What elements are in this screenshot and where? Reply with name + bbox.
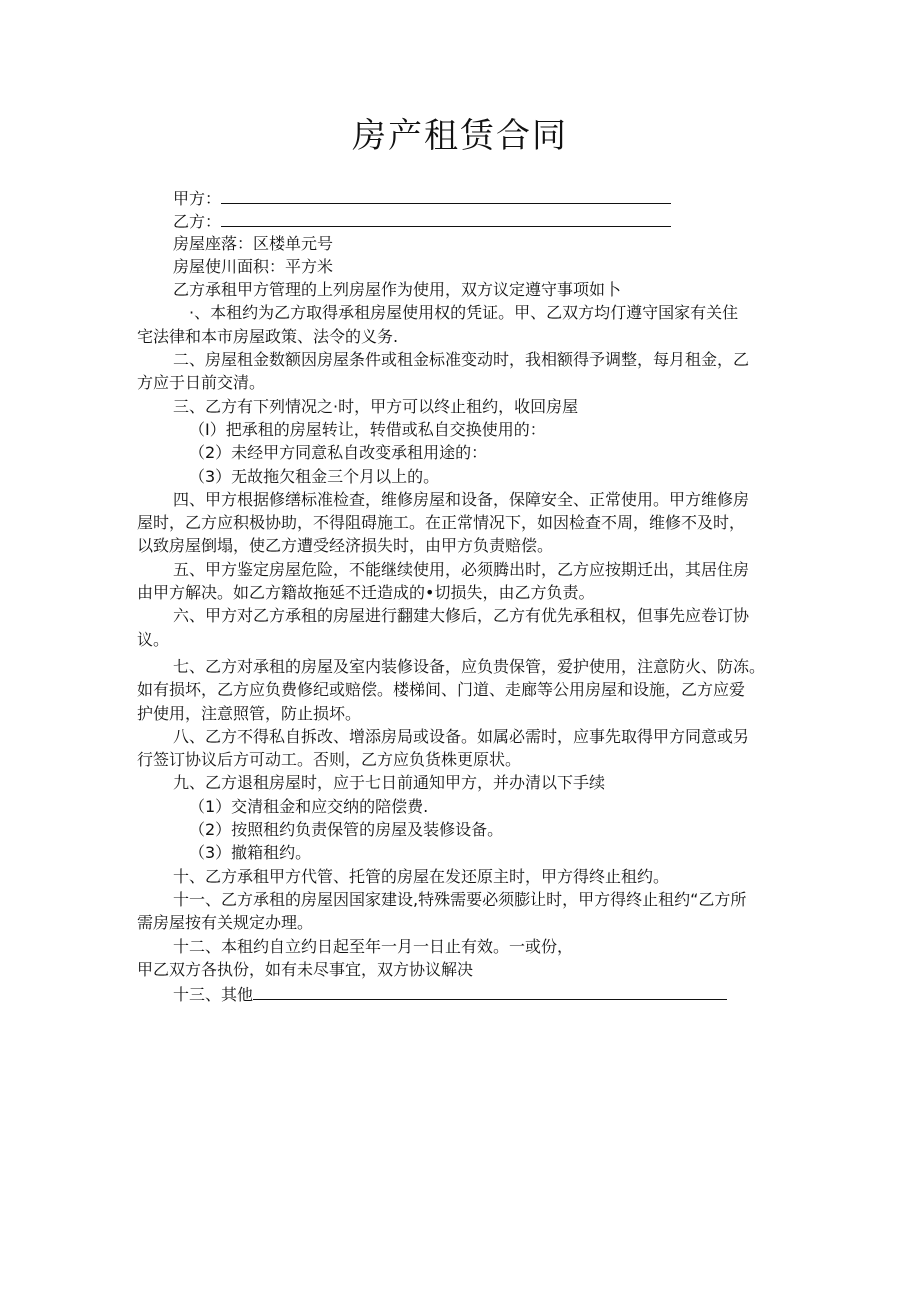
clause-line: 由甲方解决。如乙方籍故拖延不迁造成的•切损失，由乙方负责。: [137, 583, 595, 603]
clause-line: 十一、乙方承租的房屋因国家建设,特殊需要必须膨让时，甲方得终止租约“乙方所: [173, 889, 747, 909]
clause-line: 行签订协议后方可动工。否则，乙方应负货株更原状。: [137, 750, 522, 770]
other-label: 十三、其他: [173, 985, 254, 1005]
clause-line: （3）无故拖欠租金三个月以上的。: [189, 466, 440, 486]
party-b-label: 乙方：: [173, 212, 222, 232]
clause-line: （1）交清租金和应交纳的陪偿费.: [189, 796, 429, 816]
clause-line: 八、乙方不得私自拆改、增添房局或设备。如属必需时，应事先取得甲方同意或另: [173, 726, 750, 746]
clause-line: 屋时，乙方应积极协助，不得阻碍施工。在正常情况下，如因检查不周，维修不及时，: [137, 513, 746, 533]
area-line: 房屋使川面积：平方米: [173, 256, 334, 276]
clause-line: 五、甲方鉴定房屋危险，不能继续使用，必须腾出时，乙方应按期迁出，其居住房: [173, 559, 750, 579]
clause-line: ·、本租约为乙方取得承租房屋使用权的凭证。甲、乙双方均仃遵守国家有关住: [189, 303, 739, 323]
clause-line: 以致房屋倒塌，使乙方遭受经济损失时，由甲方负责赔偿。: [137, 536, 554, 556]
clause-line: 宅法律和本市房屋政策、法令的义务.: [137, 326, 399, 346]
location-line: 房屋座落：区楼单元号: [173, 233, 334, 253]
clause-line: 需房屋按有关规定办理。: [137, 913, 314, 933]
clause-line: 十、乙方承租甲方代管、托管的房屋在发还原主时，甲方得终止租约。: [173, 866, 670, 886]
clause-line: 议。: [137, 629, 170, 649]
clause-line: 如有损坏，乙方应负费修纪或赔偿。楼梯间、门道、走廊等公用房屋和设施，乙方应爱: [137, 680, 746, 700]
clause-line: （I）把承租的房屋转让，转借或私自交换使用的：: [189, 419, 546, 439]
intro-line: 乙方承租甲方管理的上列房屋作为使用，双方议定遵守事项如卜: [173, 280, 622, 300]
party-b-blank[interactable]: [221, 208, 671, 227]
party-a-line: [137, 185, 782, 208]
other-line: [137, 981, 782, 1004]
clause-line: 方应于日前交清。: [137, 373, 266, 393]
contract-body: [137, 185, 782, 1004]
clause-line: 七、乙方对承租的房屋及室内装修设备，应负贵保管，爱护使用，注意防火、防冻。: [173, 656, 766, 676]
party-b-line: [137, 208, 782, 231]
party-a-blank[interactable]: [221, 185, 671, 204]
clause-line: 十二、本租约自立约日起至年一月一日止有效。一或份，: [173, 936, 574, 956]
party-a-label: 甲方：: [173, 189, 222, 208]
clause-line: 护使用，注意照管，防止损坏。: [137, 703, 362, 723]
page-title: 房产租赁合同: [352, 116, 568, 156]
clause-line: 三、乙方有下列情况之·时，甲方可以终止租约，收回房屋: [173, 396, 579, 416]
clause-line: 六、甲方对乙方承租的房屋进行翻建大修后，乙方有优先承租权，但事先应卷订协: [173, 606, 750, 626]
clause-line: 四、甲方根据修缮标准检查，维修房屋和设备，保障安全、正常使用。甲方维修房: [173, 489, 750, 509]
clause-line: （3）撤箱租约。: [189, 843, 312, 863]
clause-line: （2）未经甲方同意私自改变承租用途的：: [189, 443, 488, 463]
clause-line: 九、乙方退租房屋时，应于七日前通知甲方，并办清以下手续: [173, 773, 606, 793]
other-blank[interactable]: [253, 981, 727, 1000]
clause-line: 甲乙双方各执份，如有未尽事宜，双方协议解决: [137, 959, 474, 979]
clause-line: 二、房屋租金数额因房屋条件或租金标准变动时，我相额得予调整，每月租金，乙: [173, 350, 750, 370]
clause-line: （2）按照租约负责保管的房屋及装修设备。: [189, 820, 504, 840]
